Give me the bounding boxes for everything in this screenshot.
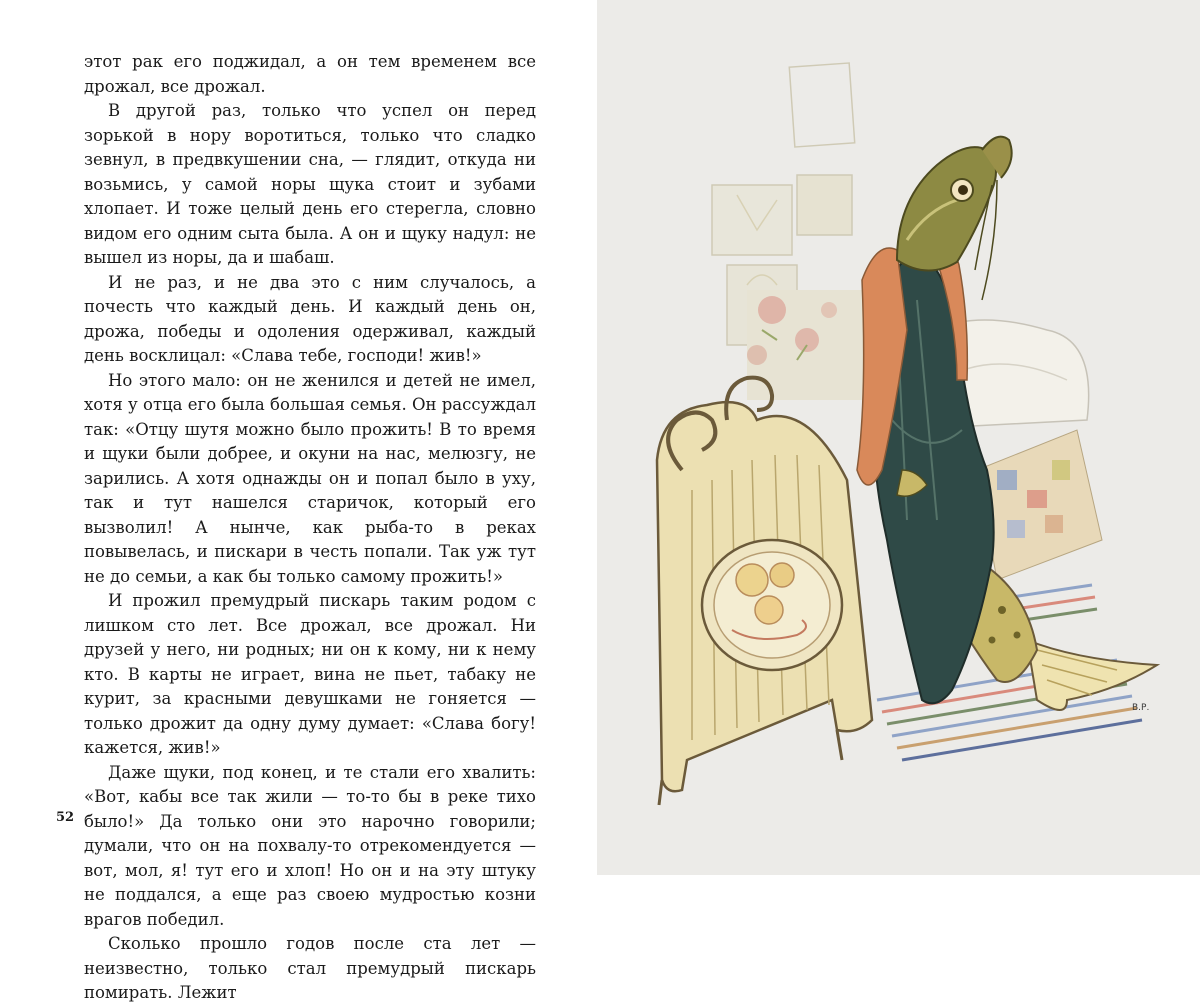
paragraph: этот рак его поджидал, а он тем временем все дрожал, все дрожал.	[84, 52, 536, 96]
patchwork-quilt	[977, 430, 1102, 580]
body-text	[84, 50, 536, 1006]
right-page	[597, 0, 1200, 875]
page-number: 52	[56, 810, 75, 825]
left-page	[0, 0, 597, 1002]
paragraph: И не раз, и не два это с ним случалось, а почесть что каждый день. И каждый день он, дрожа, победы и одоления одерживал, каждый день восклицал: «Слава тебе, господи! жив!»	[84, 272, 536, 365]
illustration-fish-on-bed	[597, 0, 1200, 875]
paragraph: Даже щуки, под конец, и те стали его хвалить: «Вот, кабы все так жили — то-то бы в реке тихо было!» Да только они это нарочно говорили; думали, что он на похвалу-то отрекомендуется — вот, мол, я! тут его и хлоп! Но он и на эту штуку не поддался, а еще раз своею мудростью козни врагов победил.	[84, 762, 536, 929]
paragraph: В другой раз, только что успел он перед зорькой в нору воротиться, только что сладко зевнул, в предвкушении сна, — глядит, откуда ни возьмись, у самой норы щука стоит и зубами хлопает. И тоже целый день его стерегла, словно видом его одним сыта была. А он и щуку надул: не вышел из норы, да и шабаш.	[84, 101, 536, 267]
artist-signature: В.Р.	[1132, 703, 1150, 713]
paragraph: И прожил премудрый пискарь таким родом с лишком сто лет. Все дрожал, все дрожал. Ни друзей у него, ни родных; ни он к кому, ни к нему кто. В карты не играет, вина не пьет, табаку не курит, за красными девушками не гоняется — только дрожит да одну думу думает: «Слава богу! кажется, жив!»	[84, 591, 536, 757]
paragraph: Сколько прошло годов после ста лет — неизвестно, только стал премудрый пискарь помирать. Лежит	[84, 934, 536, 1002]
paragraph: Но этого мало: он не женился и детей не имел, хотя у отца его была большая семья. Он рассуждал так: «Отцу шутя можно было прожить! В то время и щуки были добрее, и окуни на нас, мелюзгу, не зарились. А хотя однажды он и попал было в уху, так и тут нашелся старичок, который его вызволил! А нынче, как рыба-то в реках повывелась, и пискари в честь попали. Так уж тут не до семьи, а как бы только самому прожить!»	[84, 370, 536, 586]
bed-footboard	[657, 378, 872, 805]
